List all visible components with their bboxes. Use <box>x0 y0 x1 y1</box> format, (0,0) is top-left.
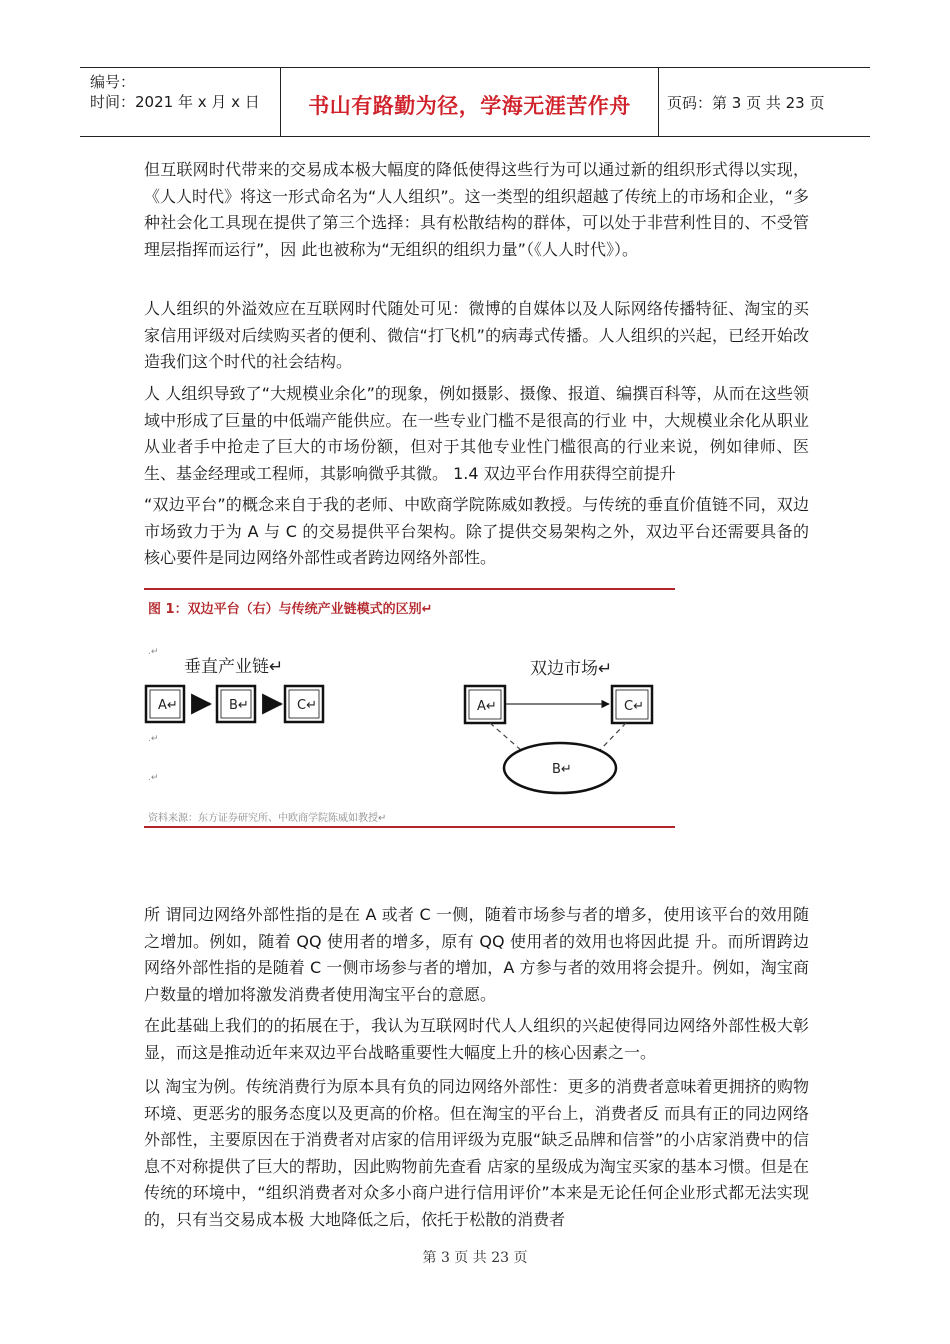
left-node-c <box>285 686 323 722</box>
svg-text:B↵: B↵ <box>229 698 249 713</box>
figure-caption: 图 1：双边平台（右）与传统产业链模式的区别↵ <box>148 602 433 617</box>
page-info: 页码：第 3 页 共 23 页 <box>667 94 825 112</box>
dashed-link-c-b <box>599 723 626 751</box>
paragraph-7: 以 淘宝为例。传统消费行为原本具有负的同边网络外部性：更多的消费者意味着更拥挤的购物环境、更恶劣的服务态度以及更高的价格。但在淘宝的平台上，消费者反 而具有正的同边网络外部性，主要原因在于消费者对店家的信用评级为克服“缺乏品牌和信誉”的小店家消费中的信息不对称提供了巨大的帮助，因此购物前先查看 店家的星级成为淘宝买家的基本习惯。但是在传统的环境中，“组织消费者对众多小商户进行信用评价”本来是无论任何企业形式都无法实现的，只有当交易成本极 大地降低之后，依托于松散的消费者 <box>144 1077 809 1229</box>
header-page-cell <box>659 68 870 136</box>
dashed-link-a-b <box>490 723 522 751</box>
page-header <box>80 67 870 137</box>
paragraph-5: 所 谓同边网络外部性指的是在 A 或者 C 一侧，随着市场参与者的增多，使用该平台的效用随之增加。例如，随着 QQ 使用者的增多，原有 QQ 使用者的效用也将因此提 升。而所谓跨边网络外部性指的是随着 C 一侧市场参与者的增加，A 方参与者的效用将会提升。例如，淘宝商户数量的增加将激发消费者使用淘宝平台的意愿。 <box>144 905 809 1004</box>
para-mark-3: .↵ <box>148 773 159 783</box>
svg-text:B↵: B↵ <box>552 762 572 777</box>
right-node-c <box>612 686 652 723</box>
svg-text:A↵: A↵ <box>158 698 178 713</box>
right-node-a <box>465 686 505 723</box>
figure-bottom-rule <box>144 826 675 828</box>
time-label: 时间：2021 年 x 月 x 日 <box>90 93 260 111</box>
right-node-b <box>504 743 616 793</box>
paragraph-2: 人人组织的外溢效应在互联网时代随处可见：微博的自媒体以及人际网络传播特征、淘宝的买家信用评级对后续购买者的便利、微信“打飞机”的病毒式传播。人人组织的兴起，已经开始改造我们这个时代的社会结构。 <box>144 299 809 371</box>
para-mark-1: .↵ <box>148 647 159 657</box>
paragraph-4: “双边平台”的概念来自于我的老师、中欧商学院陈威如教授。与传统的垂直价值链不同，双边市场致力于为 A 与 C 的交易提供平台架构。除了提供交易架构之外，双边平台还需要具备的核心要件是同边网络外部性或者跨边网络外部性。 <box>144 495 809 567</box>
svg-text:C↵: C↵ <box>297 698 317 713</box>
left-title: 垂直产业链↵ <box>184 657 284 677</box>
diagram-svg <box>144 588 675 828</box>
figure-source: 资料来源：东方证券研究所、中欧商学院陈威如教授↵ <box>148 813 387 824</box>
left-node-b <box>217 686 255 722</box>
serial-label: 编号： <box>90 73 136 91</box>
motto: 书山有路勤为径，学海无涯苦作舟 <box>308 93 631 118</box>
paragraph-1: 但互联网时代带来的交易成本极大幅度的降低使得这些行为可以通过新的组织形式得以实现，《人人时代》将这一形式命名为“人人组织”。这一类型的组织超越了传统上的市场和企业，“多种社会化工具现在提供了第三个选择：具有松散结构的群体，可以处于非营利性目的、不受管理层指挥而运行”，因 此也被称为“无组织的组织力量”（《人人时代》）。 <box>144 160 809 259</box>
header-meta-cell <box>80 68 281 136</box>
svg-text:C↵: C↵ <box>624 699 644 714</box>
right-title: 双边市场↵ <box>530 659 613 679</box>
svg-text:A↵: A↵ <box>477 699 497 714</box>
paragraph-6: 在此基础上我们的的拓展在于，我认为互联网时代人人组织的兴起使得同边网络外部性极大彰显，而这是推动近年来双边平台战略重要性大幅度上升的核心因素之一。 <box>144 1016 809 1062</box>
left-node-a <box>146 686 184 722</box>
figure-diagram <box>144 588 675 828</box>
header-motto-cell <box>281 68 659 136</box>
paragraph-3: 人 人组织导致了“大规模业余化”的现象，例如摄影、摄像、报道、编撰百科等，从而在这些领域中形成了巨量的中低端产能供应。在一些专业门槛不是很高的行业 中，大规模业余化从职业从业者手中抢走了巨大的市场份额，但对于其他专业性门槛很高的行业来说，例如律师、医生、基金经理或工程师，其影响微乎其微。 1.4 双边平台作用获得空前提升 <box>144 384 809 483</box>
page-footer: 第 3 页 共 23 页 <box>422 1250 528 1266</box>
para-mark-2: .↵ <box>148 734 159 744</box>
